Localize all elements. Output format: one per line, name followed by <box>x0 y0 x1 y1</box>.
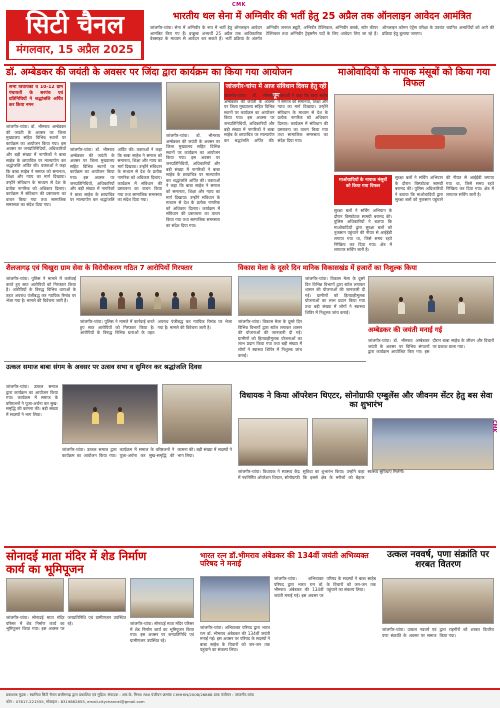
story4-body-col2: जांजगीर-चांपा। विकास मेला के दूसरे दिन विभिन्न विभागों द्वारा स्टॉल लगाकर शासन की योजनाओं की जानकारी दी गई। ग्रामीणों को हितग्राहीमूलक योजनाओं का लाभ प्रदान किया गया तथा बड़ी संख्या में लोगों ने स्वास्थ्य शिविर में निशुल्क जांच कराई। <box>305 276 365 315</box>
story2-body-col1: सुरक्षा बलों ने सर्चिंग अभियान के दौरान विस्फोटक सामग्री बरामद की। पुलिस अधिकारियों ने बताया कि माओवादियों द्वारा सुरक्षा बलों को नुकसान पहुंचाने की नीयत से आईईडी लगाया गया था, जिसे समय रहते निष्क्रिय कर दिया गया। क्षेत्र में लगातार सर्चिंग जारी है। <box>334 208 392 253</box>
footer-line-2: फोन : 07817-221555, मोबाइल : 8319862855, email-citychannel@gmail.com <box>6 699 145 704</box>
story7-photo-3 <box>372 418 494 470</box>
story8-body-col2: जांजगीर-चांपा। सोनादई माता मंदिर परिसर में शेड निर्माण कार्य का भूमिपूजन किया गया। इस अवसर पर जनप्रतिनिधि एवं ग्रामीणजन उपस्थित रहे। <box>130 621 194 643</box>
story1-body-col1: जांजगीर-चांपा। डॉ. भीमराव अम्बेडकर की जयंती के अवसर पर जिला मुख्यालय सहित विभिन्न स्थानों पर कार्यक्रम का आयोजन किया गया। इस अवसर पर जनप्रतिनिधियों, अधिकारियों और बड़ी संख्या में नागरिकों ने बाबा साहेब के छायाचित्र पर माल्यार्पण कर श्रद्धांजलि अर्पित की। वक्ताओं ने कहा कि बाबा साहेब ने समाज को समानता, शिक्षा और न्याय का मार्ग दिखाया। उन्होंने संविधान के माध्यम से देश के प्रत्येक नागरिक को अधिकार दिलाए। कार्यक्रम में संविधान की प्रस्तावना का वाचन किया गया तथा सामाजिक समरसता का संदेश दिया गया। <box>6 124 66 208</box>
story8-photo-3 <box>130 578 194 618</box>
story1-kicker: सभी विधायकों व 10-12 ग्राम पंचायतों के सरपंच एवं प्रतिनिधियों ने श्रद्धांजलि अर्पित कर किया नमन <box>9 85 63 108</box>
story1-subhead: जांजगीर-चांपा में आज संविधान दिवस हेतु रही धूम <box>225 83 327 99</box>
story10-body: जांजगीर-चांपा। उत्कल नववर्ष एवं पणा संक्रांति के अवसर पर समाज द्वारा राहगीरों को शरबत वितरित किया गया। <box>382 627 494 638</box>
story8-photo-2 <box>68 578 126 612</box>
story8-body-col1: जांजगीर-चांपा। सोनादई माता मंदिर परिसर में शेड निर्माण कार्य का भूमिपूजन किया गया। इस अवसर पर जनप्रतिनिधि एवं ग्रामीणजन उपस्थित रहे। <box>6 615 126 632</box>
side-registration-mark: CMK <box>491 420 497 433</box>
story2-photo <box>334 94 494 172</box>
story2-box-title: माओवादियों के नापाक मंसूबों को किया गया विफल <box>339 178 387 189</box>
story8-headline: सोनादई माता मंदिर में शेड निर्माण कार्य का भूमिपूजन <box>6 549 147 576</box>
registration-mark: CMK <box>232 2 247 8</box>
masthead-title: सिटी चैनल <box>26 10 124 39</box>
story3-headline: शैलजागढ़ एवं चिखुरा ग्राम सेवा के विरोधीकरण गठित 7 आरोपियों गिरफ्तार <box>6 264 193 272</box>
divider <box>4 262 496 263</box>
story10-photo <box>382 578 494 624</box>
story1-photo-2 <box>166 82 220 130</box>
story7-photo-2 <box>312 418 368 466</box>
divider <box>4 361 366 362</box>
story6-headline: उत्कल समाज बाबा संगम के अवसर पर उत्सव सभा व सुमिरन कर श्रद्धांजलि दिवस <box>6 363 202 371</box>
story3-photo <box>80 276 232 316</box>
footer-imprint <box>0 688 500 708</box>
story9-body-col1: जांजगीर-चांपा। अभिव्यक्त परिषद द्वारा भारत रत्न डॉ. भीमराव अंबेडकर की 134वीं जयंती मनाई गई। इस अवसर पर परिषद के सदस्यों ने बाबा साहेब के विचारों को जन-जन तक पहुंचाने का संकल्प लिया। <box>200 625 270 653</box>
story8-photo-1 <box>6 578 64 612</box>
story5-headline: अम्बेडकर की जयंती मनाई गई <box>368 326 443 334</box>
story6-body-col2: जांजगीर-चांपा। उत्कल समाज द्वारा कार्यक्रम का आयोजन किया गया। कार्यक्रम में समाज के वरिष्ठजनों ने पूजा-अर्चना कर सुख-समृद्धि की कामना की। बड़ी संख्या में सदस्यों ने भाग लिया। <box>62 447 232 458</box>
story6-photo-2 <box>162 384 232 444</box>
story4-photo-2 <box>368 276 494 324</box>
story4-photo-1 <box>238 276 302 316</box>
story1-kicker-box <box>6 82 66 122</box>
story1-photo <box>70 82 162 144</box>
masthead <box>6 10 144 60</box>
story4-headline: विकास मेला के दूसरे दिन मानिक विकासखंड में हजारों का निशुल्क किया <box>238 264 417 272</box>
story1-body-col4: जांजगीर-चांपा। डॉ. भीमराव अम्बेडकर की जयंती के अवसर पर जिला मुख्यालय सहित विभिन्न स्थानों पर कार्यक्रम का आयोजन किया गया। इस अवसर पर जनप्रतिनिधियों, अधिकारियों और बड़ी संख्या में नागरिकों ने बाबा साहेब के छायाचित्र पर माल्यार्पण कर श्रद्धांजलि अर्पित की। वक्ताओं ने कहा कि बाबा साहेब ने समाज को समानता, शिक्षा और न्याय का मार्ग दिखाया। उन्होंने संविधान के माध्यम से देश के प्रत्येक नागरिक को अधिकार दिलाए। कार्यक्रम में संविधान की प्रस्तावना का वाचन किया गया तथा सामाजिक समरसता का संदेश दिया गया। <box>224 93 328 143</box>
divider <box>4 64 496 66</box>
story1-body-col3: जांजगीर-चांपा। डॉ. भीमराव अम्बेडकर की जयंती के अवसर पर जिला मुख्यालय सहित विभिन्न स्थानों पर कार्यक्रम का आयोजन किया गया। इस अवसर पर जनप्रतिनिधियों, अधिकारियों और बड़ी संख्या में नागरिकों ने बाबा साहेब के छायाचित्र पर माल्यार्पण कर श्रद्धांजलि अर्पित की। वक्ताओं ने कहा कि बाबा साहेब ने समाज को समानता, शिक्षा और न्याय का मार्ग दिखाया। उन्होंने संविधान के माध्यम से देश के प्रत्येक नागरिक को अधिकार दिलाए। कार्यक्रम में संविधान की प्रस्तावना का वाचन किया गया तथा सामाजिक समरसता का संदेश दिया गया। <box>166 133 220 228</box>
story10-headline: उत्कल नववर्ष, पणा संक्रांति पर शरबत वितरण <box>386 550 490 571</box>
story7-photo-1 <box>238 418 308 466</box>
story9-body-col2: जांजगीर-चांपा। अभिव्यक्त परिषद द्वारा भारत रत्न डॉ. भीमराव अंबेडकर की 134वीं जयंती मनाई गई। इस अवसर पर परिषद के सदस्यों ने बाबा साहेब के विचारों को जन-जन तक पहुंचाने का संकल्प लिया। <box>274 576 376 598</box>
story1-headline: डॉ. अम्बेडकर की जयंती के अवसर पर जिंदा द्वारा कार्यक्रम का किया गया आयोजन <box>6 67 293 78</box>
top-lead-story <box>150 10 494 63</box>
story3-body-col2: जांजगीर-चांपा। पुलिस ने मामले में कार्रवाई करते हुए सात आरोपियों को गिरफ्तार किया है। आरोपियों के विरुद्ध विभिन्न धाराओं के तहत अपराध पंजीबद्ध कर न्यायिक रिमांड पर भेजा गया है। मामले की विवेचना जारी है। <box>80 319 232 336</box>
story2-headline: माओवादियों के नापाक मंसूबों को किया गया विफल <box>338 67 490 89</box>
story2-body-col2: सुरक्षा बलों ने सर्चिंग अभियान के दौरान विस्फोटक सामग्री बरामद की। पुलिस अधिकारियों ने बताया कि माओवादियों द्वारा सुरक्षा बलों को नुकसान पहुंचाने की नीयत से आईईडी लगाया गया था, जिसे समय रहते निष्क्रिय कर दिया गया। क्षेत्र में लगातार सर्चिंग जारी है। <box>395 175 494 203</box>
story4-body-col1: जांजगीर-चांपा। विकास मेला के दूसरे दिन विभिन्न विभागों द्वारा स्टॉल लगाकर शासन की योजनाओं की जानकारी दी गई। ग्रामीणों को हितग्राहीमूलक योजनाओं का लाभ प्रदान किया गया तथा बड़ी संख्या में लोगों ने स्वास्थ्य शिविर में निशुल्क जांच कराई। <box>238 319 302 358</box>
story2-box <box>334 175 392 205</box>
footer-line-1: प्रकाशक मुद्रक : स्वामित्व सिटी चैनल छत्तीसगढ़ द्वारा प्रकाशित एवं मुद्रित। संपादक : आर.के. मिश्रा। RNI पंजीयन क्रमांक CHHHIN/2008/26868 डाक पंजीयन : जांजगीर-चांपा <box>6 692 254 697</box>
story1-body-col2: जांजगीर-चांपा। डॉ. भीमराव अम्बेडकर की जयंती के अवसर पर जिला मुख्यालय सहित विभिन्न स्थानों पर कार्यक्रम का आयोजन किया गया। इस अवसर पर जनप्रतिनिधियों, अधिकारियों और बड़ी संख्या में नागरिकों ने बाबा साहेब के छायाचित्र पर माल्यार्पण कर श्रद्धांजलि अर्पित की। वक्ताओं ने कहा कि बाबा साहेब ने समाज को समानता, शिक्षा और न्याय का मार्ग दिखाया। उन्होंने संविधान के माध्यम से देश के प्रत्येक नागरिक को अधिकार दिलाए। कार्यक्रम में संविधान की प्रस्तावना का वाचन किया गया तथा सामाजिक समरसता का संदेश दिया गया। <box>70 147 162 203</box>
masthead-date: मंगलवार, 15 अप्रैल 2025 <box>8 40 142 60</box>
top-lead-headline: भारतीय थल सेना में अग्निवीर की भर्ती हेतु 25 अप्रैल तक ऑनलाइन आवेदन आमंत्रित <box>172 11 472 22</box>
story9-headline: भारत रत्न डॉ.भीमराव अंबेडकर की 134वीं जयंती अभिव्यक्त परिषद ने मनाई <box>200 551 369 569</box>
story7-body: जांजगीर-चांपा। विधायक ने स्वास्थ्य केंद्र में नवनिर्मित ऑपरेशन थिएटर, सोनोग्राफी सुविधा का शुभारंभ किया। उन्होंने कहा कि इससे क्षेत्र के मरीजों को बेहतर स्वास्थ्य सुविधाएं मिलेंगी। <box>238 469 405 480</box>
divider <box>4 546 496 548</box>
story9-photo <box>200 576 270 622</box>
story5-body: जांजगीर-चांपा। डॉ. भीमराव अम्बेडकर जयंती के अवसर पर विभिन्न संगठनों द्वारा कार्यक्रम आयोजित किए गए। इस दौरान बाबा साहेब के जीवन और विचारों पर प्रकाश डाला गया। <box>368 338 494 355</box>
story6-photo-1 <box>62 384 158 444</box>
story3-body-col1: जांजगीर-चांपा। पुलिस ने मामले में कार्रवाई करते हुए सात आरोपियों को गिरफ्तार किया है। आरोपियों के विरुद्ध विभिन्न धाराओं के तहत अपराध पंजीबद्ध कर न्यायिक रिमांड पर भेजा गया है। मामले की विवेचना जारी है। <box>6 276 76 304</box>
story6-body-col1: जांजगीर-चांपा। उत्कल समाज द्वारा कार्यक्रम का आयोजन किया गया। कार्यक्रम में समाज के वरिष्ठजनों ने पूजा-अर्चना कर सुख-समृद्धि की कामना की। बड़ी संख्या में सदस्यों ने भाग लिया। <box>6 384 58 417</box>
story7-headline: विधायक ने किया ऑपरेशन थिएटर, सोनोग्राफी एम्बुलेंस और जीवनम सेंटर हेतु बस सेवा का शुभारंभ <box>239 391 493 409</box>
top-lead-body: जांजगीर-चांपा। सेना में अग्निवीर के रूप में भर्ती हेतु ऑनलाइन आवेदन आमंत्रित किए गए हैं। इच्छुक अभ्यर्थी 25 अप्रैल तक आधिकारिक वेबसाइट के माध्यम से आवेदन कर सकते हैं। भर्ती प्रक्रिया के अंतर्गत अग्निवीर जनरल ड्यूटी, अग्निवीर टेक्निकल, अग्निवीर क्लर्क, स्टोर कीपर टेक्निकल तथा अग्निवीर ट्रेड्समैन पदों के लिए आवेदन लिए जा रहे हैं। ऑनलाइन कॉमन एंट्रेंस परीक्षा के उपरांत चयनित अभ्यर्थियों को आगे की प्रक्रिया हेतु बुलाया जाएगा। <box>150 25 494 42</box>
